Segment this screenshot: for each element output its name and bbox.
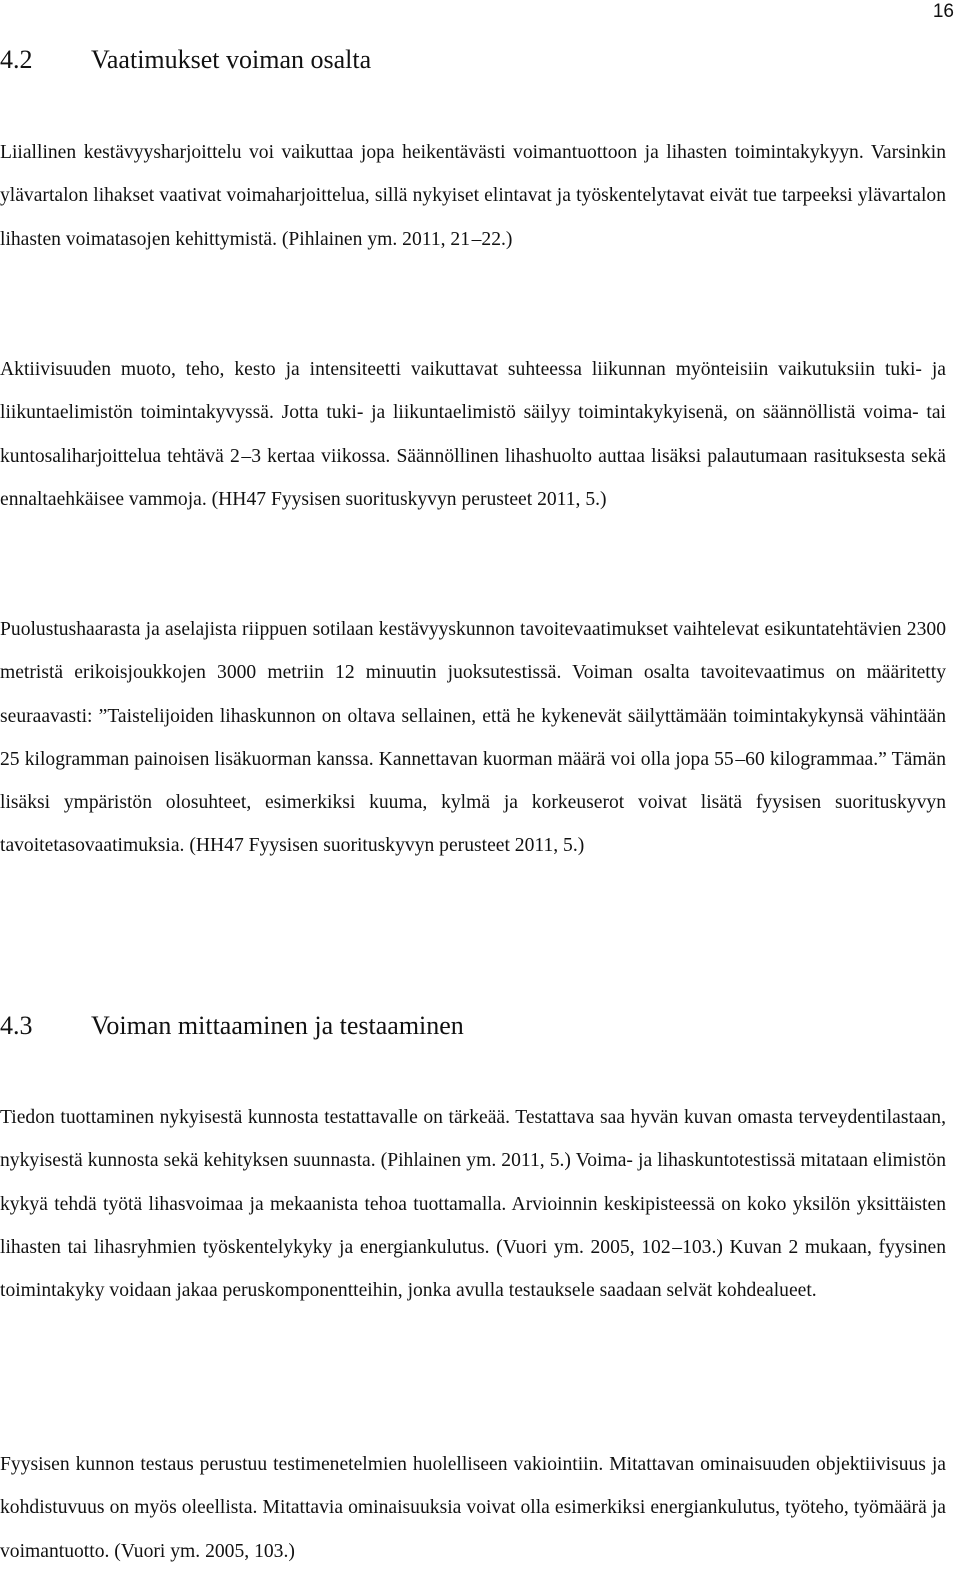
paragraph: Aktiivisuuden muoto, teho, kesto ja intensiteetti vaikuttavat suhteessa liikunnan myönteisiin vaikutuksiin tuki- ja liikuntaelimistön toimintakyvyssä. Jotta tuki- ja liikuntaelimistö säilyy toimintakykyisenä, on säännöllistä voima- tai kuntosaliharjoittelua tehtävä 2 –3 kertaa viikossa. Säännöllinen lihashuolto auttaa lisäksi palautumaan rasituksesta sekä ennaltaehkäisee vammoja. (HH47 Fyysisen suorituskyvyn perusteet 2011, 5.) — [0, 359, 946, 510]
paragraph: Fyysisen kunnon testaus perustuu testimenetelmien huolelliseen vakiointiin. Mitattavan ominaisuuden objektiivisuus ja kohdistuvuus on myös oleellista. Mitattavia ominaisuuksia voivat olla esimerkiksi energiankulutus, työteho, työmäärä ja voimantuotto. (Vuori ym. 2005, 103.) — [0, 1454, 946, 1562]
section-number: 4.2 — [0, 45, 33, 74]
section-title: Voiman mittaaminen ja testaaminen — [91, 1011, 464, 1040]
section-heading-4-3 — [0, 1010, 464, 1042]
section-title: Vaatimukset voiman osalta — [91, 45, 372, 74]
section-number: 4.3 — [0, 1011, 33, 1040]
section-heading-4-2 — [0, 44, 371, 76]
paragraph: Tiedon tuottaminen nykyisestä kunnosta testattavalle on tärkeää. Testattava saa hyvän kuvan omasta terveydentilastaan, nykyisestä kunnosta sekä kehityksen suunnasta. (Pihlainen ym. 2011, 5.) Voima- ja lihaskuntotestissä mitataan elimistön kykyä tehdä työtä lihasvoimaa ja mekaanista tehoa tuottamalla. Arvioinnin keskipisteessä on koko yksilön yksittäisten lihasten tai lihasryhmien työskentelykyky ja energiankulutus. (Vuori ym. 2005, 102 –103.) Kuvan 2 mukaan, fyysinen toimintakyky voidaan jakaa peruskomponentteihin, jonka avulla testauksele saadaan selvät kohdealueet. — [0, 1107, 946, 1302]
paragraph: Puolustushaarasta ja aselajista riippuen sotilaan kestävyyskunnon tavoitevaatimukset vaihtelevat esikuntatehtävien 2300 metristä erikoisjoukkojen 3000 metriin 12 minuutin juoksutestissä. Voiman osalta tavoitevaatimus on määritetty seuraavasti: ”Taistelijoiden lihaskunnon on oltava sellainen, että he kykenevät säilyttämään toimintakykynsä vähintään 25 kilogramman painoisen lisäkuorman kanssa. Kannettavan kuorman määrä voi olla jopa 55 –60 kilogrammaa.” Tämän lisäksi ympäristön olosuhteet, esimerkiksi kuuma, kylmä ja korkeuserot voivat lisätä fyysisen suorituskyvyn tavoitetasovaatimuksia. (HH47 Fyysisen suorituskyvyn perusteet 2011, 5.) — [0, 619, 946, 857]
paragraph: Liiallinen kestävyysharjoittelu voi vaikuttaa jopa heikentävästi voimantuottoon ja lihasten toimintakykyyn. Varsinkin ylävartalon lihakset vaativat voimaharjoittelua, sillä nykyiset elintavat ja työskentelytavat eivät tue tarpeeksi ylävartalon lihasten voimatasojen kehittymistä. (Pihlainen ym. 2011, 21 –22.) — [0, 142, 946, 250]
page-number: 16 — [932, 1, 954, 22]
